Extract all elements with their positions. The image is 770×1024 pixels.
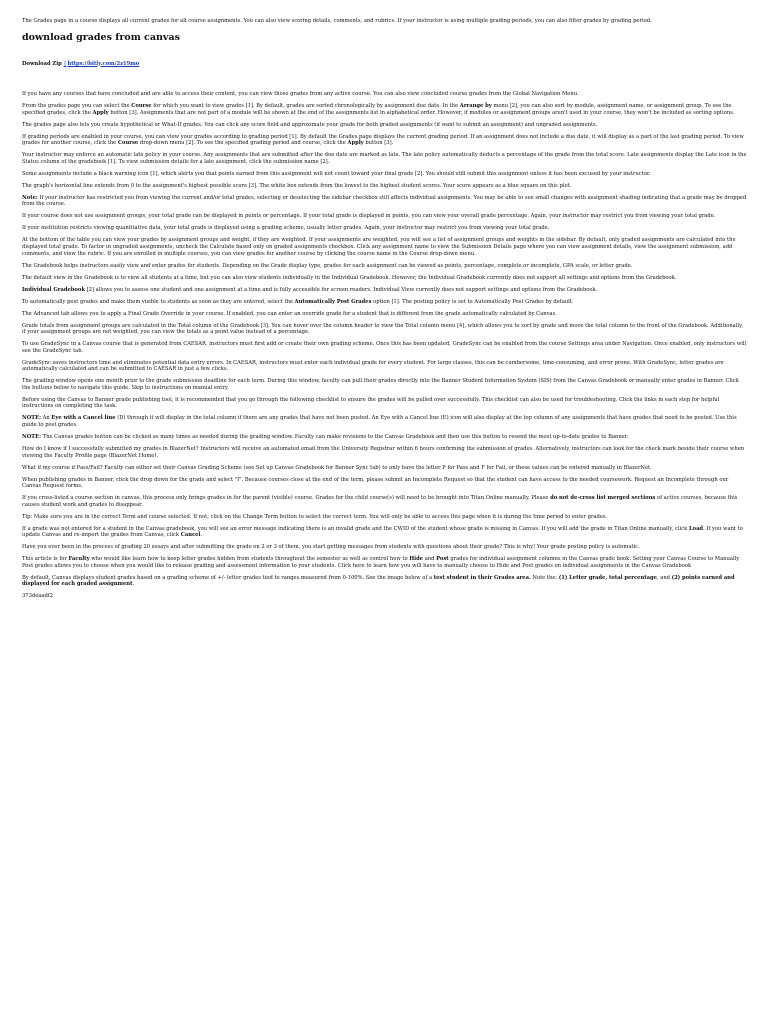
bold-text: Note: [22, 194, 38, 201]
body-paragraph [22, 446, 748, 459]
bold-text: NOTE: [22, 433, 41, 440]
paragraph-text: , and [656, 574, 672, 581]
bold-text: do not de-cross list merged sections [550, 495, 656, 502]
paragraph-text: What if my course if Pass/Fail? Faculty can either set their Canvas Grading Scheme (see Set up Canvas Gradebook for Banner Sync tab) to only have the letter P for Pass and F for Fail, or these values can be entered manually in BlazerNet. [22, 464, 652, 471]
body-paragraph [22, 477, 748, 490]
paragraph-text: The graph's horizontal line extends from 0 to the assignment's highest possible score [3]. The white box extends from the lowest to the highest student scores. Your score appears as a blue square on this plot. [22, 182, 572, 189]
bold-text: Hide [409, 556, 424, 563]
paragraph-text: When publishing grades in Banner, click the drop down for the grade and select "I". Because courses close at the end of the term, please submit an Incomplete Request so that the student can have access to the needed coursework. Request an Incomplete through our Canvas Request forms. [22, 476, 729, 490]
paragraph-text: At the bottom of the table you can view your grades by assignment groups and weight, if they are weighted. If your assignments are weighted, you will see a list of assignment groups and weights in the sidebar. By default, only graded assignments are calculated into the displayed total grade. To factor in ungraded assignments, uncheck the Calculate based only on graded assignments checkbox. Click any assignment name to view the Submission Details page where you can view assignment details, view the assignment submission, add comments, and view the rubric. If you are enrolled in multiple courses, you can view grades for another course by clicking the course name in the Course drop-down menu. [22, 237, 736, 257]
bold-text: NOTE: [22, 415, 41, 422]
paragraph-text: button [3]. Assignments that are not part of a module will be shown at the end of the assignments list in alphabetical order. However, if modules or assignment groups aren't used in your course, they won't be included as sorting options. [108, 109, 735, 116]
paragraph-text: drop-down menu [2]. To see the specified grading period and course, click the [138, 140, 348, 147]
paragraph-text: If grading periods are enabled in your course, you can view your grades according to grading period [1]. By default the Grades page displays the current grading period. If an assignment does not include a due date, it will display as a part of the last grading period. To view grades for another course, click the [22, 133, 744, 147]
body-paragraph [22, 134, 748, 147]
body-paragraph [22, 378, 748, 391]
body-paragraph [22, 341, 748, 354]
paragraph-text: This article is for [22, 556, 69, 563]
body-paragraph [22, 122, 748, 129]
body-paragraph [22, 544, 748, 551]
paragraph-text: The default view in the Gradebook is to view all students at a time, but you can also view students individually in the Individual Gradebook. However, the Individual Gradebook currently does not support all settings and options from the Gradebook. [22, 274, 677, 281]
body-paragraph [22, 225, 748, 232]
body-paragraph [22, 103, 748, 116]
paragraph-text: The Canvas grades button can be clicked as many times as needed during the grading window. Faculty can make revisions to the Canvas Gradebook and then use this button to resend the most up-to-date grades to Banner. [41, 433, 629, 440]
bold-text: Individual Gradebook [22, 286, 85, 293]
body-paragraph [22, 263, 748, 270]
body-paragraph [22, 275, 748, 282]
body-paragraph [22, 465, 748, 472]
paragraph-text: for which you want to view grades [1]. By default, grades are sorted chronologically by assignment due date. In the [151, 103, 460, 110]
body-paragraph [22, 514, 748, 521]
bold-text: test student in their Grades area. [433, 574, 531, 581]
paragraph-text: . [132, 581, 135, 588]
body-paragraph [22, 183, 748, 190]
paragraph-text: The grading window opens one month prior to the grade submission deadline for each term. During this window, faculty can pull their grades directly into the Banner Student Information System (SIS) from the Canvas Gradebook or manually enter grades in Banner. Click the buttons below to navigate this guide. Skip to instructions on manual entry. [22, 378, 739, 391]
download-link-text: https://bitly.com/2z19mo [67, 60, 140, 67]
body-paragraph [22, 287, 748, 294]
bold-text: (1) Letter grade, total percentage [558, 574, 657, 581]
download-label: Download Zip [22, 60, 62, 67]
paragraph-text: button [3]. [363, 140, 394, 147]
paragraph-text: grades for individual assignment columns in the Canvas grade book. Setting your Canvas Course to Manually Post grades allows you to choose when you would like to release grading and assessment information to your students. Click here to learn how you will have to manually choose to Hide and Post grades on individual assignments in the Canvas Gradebook [22, 556, 740, 569]
bold-text: Course [117, 140, 139, 147]
body-paragraph [22, 311, 748, 318]
paragraph-text: Note the: [530, 574, 559, 581]
paragraph-text: By default, Canvas displays student grades based on a grading scheme of +/- letter grades tied to ranges measured from 0-100%. See the image below of a [22, 574, 434, 581]
body-paragraph [22, 213, 748, 220]
paragraph-text: (D) through it will display in the total column if there are any grades that have not been posted. An Eye with a Cancel line (E) icon will also display at the top column of any assignments that have grades that need to be posted. Use this guide to post grades. [22, 415, 737, 428]
download-link[interactable] [64, 61, 140, 67]
paragraph-text: option [1]. The posting policy is set to Automatically Post Grades by default. [371, 298, 574, 305]
paragraph-text: From the grades page you can select the [22, 103, 132, 110]
paragraph-text: The grades page also lets you create hypothetical or What-If grades. You can click any score field and approximate your grade for both graded assignments (if want to submit an assignment) and ungraded assignments. [22, 121, 598, 128]
bold-text: (2) points earned and displayed for each graded assignment [22, 574, 735, 588]
paragraph-text: Grade totals from assignment groups are calculated in the Total column of the Gradebook [3]. You can hover over the column header to view the Total column menu [4], which allows you to sort by grade and move the total column to the front of the Gradebook. Additionally, if your assignment groups are not weighted, you can view the totals as a point value instead of a percentage. [22, 322, 743, 336]
bold-text: Course [131, 103, 152, 110]
paragraph-text: To use GradeSync in a Canvas course that is generated from CAESAR, instructors must first add or create their own grading scheme. Once this has been updated, GradeSync can be enabled from the course Settings area under Navigation. Once enabled, only instructors will see the GradeSync tab. [22, 341, 747, 354]
footer-code: 373deaadf2 [22, 593, 54, 600]
paragraph-text: If your institution restricts viewing quantitative data, your total grade is displayed using a grading scheme, usually letter grades. Again, your instructor may restrict you from viewing your total grade. [22, 225, 550, 232]
bold-text: Eye with a Cancel line [51, 415, 116, 422]
body-paragraph [22, 171, 748, 178]
body-paragraph [22, 299, 748, 306]
paragraph-text: If you cross-listed a course section in canvas, this process only brings grades in for the parent (visible) course. Grades for the child course(s) will need to be brought into Titan Online manually. Please [22, 495, 551, 502]
paragraph-text: Before using the Canvas to Banner grade publishing tool, it is recommended that you go through the following checklist to ensure the grades will be pulled over successfully. This checklist can also be used for troubleshooting. Click the links in each step for helpful instructions on completing the task. [22, 396, 720, 410]
paragraph-text: The Gradebook helps instructors easily view and enter grades for students. Depending on the Grade display type, grades for each assignment can be viewed as points, percentage, complete or incomplete, GPA scale, or letter grade. [22, 262, 633, 269]
paragraph-text: Some assignments include a black warning icon [1], which alerts you that points earned from this assignment will not count toward your final grade [2]. You should still submit this assignment unless it has been excused by your instructor. [22, 170, 651, 177]
paragraph-text: The Advanced tab allows you to apply a Final Grade Override in your course. If enabled, you can enter an override grade for a student that is different from the grade automatically calculated by Canvas. [22, 310, 557, 317]
body-paragraph [22, 360, 748, 373]
body-paragraph [22, 195, 748, 208]
body-paragraph [22, 152, 748, 165]
body-paragraph [22, 495, 748, 508]
article-body [22, 91, 748, 588]
paragraph-text: who would like learn how to keep letter grades hidden from students throughout the semester as well as control how to [89, 556, 410, 563]
body-paragraph [22, 526, 748, 539]
paragraph-text: How do I know if I successfully submitted my grades in BlazerNet? Instructors will receive an automated email from the University Registrar within 6 hours confirming the submission of grades. Alternatively, instructors can look for the check mark beside their course when viewing the Faculty Profile page (BlazerNet Home). [22, 445, 745, 459]
body-paragraph [22, 415, 748, 428]
intro-paragraph: The Grades page in a course displays all current grades for all course assignments. You can also view scoring details, comments, and rubrics. If your instructor is using multiple grading periods, you can also filter grades by grading period. [22, 18, 652, 24]
bold-text: Cancel [180, 532, 201, 539]
download-line [22, 61, 748, 68]
paragraph-text: If your instructor has restricted you from viewing the current and/or total grades, selecting or deselecting the sidebar checkbox still affects individual assignments. You may be able to see small changes with assignment shading indicating that a grade may be dropped from the course. [22, 194, 747, 208]
paragraph-text: GradeSync saves instructors time and eliminates potential data entry errors. In CAESAR, instructors must enter each individual grade for every student. For large classes, this can be cumbersome, time-consuming, and error prone. With GradeSync, letter grades are automatically calculated and can be submitted to CAESAR in just a few clicks. [22, 359, 724, 373]
body-paragraph [22, 434, 748, 441]
bold-text: Apply [92, 109, 109, 116]
page-title: download grades from canvas [22, 31, 180, 43]
paragraph-text: Have you ever been in the process of grading 20 essays and after submitting the grade on 2 or 3 of them, you start getting messages from students with questions about their grade? This is why! Your grade posting policy is automatic. [22, 544, 640, 551]
bold-text: Apply [347, 140, 364, 147]
paragraph-text: Tip: Make sure you are in the correct Term and course selected. If not, click on the Change Term button to select the correct term. You will only be able to access this page when it is during the time period to enter grades. [22, 513, 608, 520]
link-icon: ▯ [63, 60, 67, 67]
body-paragraph [22, 91, 748, 98]
paragraph-text: . If you want to update Canvas and re-import the grades from Canvas, click [22, 525, 743, 539]
paragraph-text: Your instructor may enforce an automatic late policy in your course. Any assignments that are submitted after the due date are marked as late. The late policy automatically deducts a percentage of the grade from the total score. Late assignments display the Late icon in the Status column of the gradebook [1]. To view submission details for a late assignment, click the submission name [2]. [22, 152, 747, 165]
paragraph-text: and [423, 556, 437, 563]
paragraph-text: [2] allows you to assess one student and one assignment at a time and is fully accessible for screen readers. Individual View currently does not support settings and options from the Gradebook. [84, 286, 598, 293]
body-paragraph [22, 575, 748, 588]
bold-text: Load [688, 525, 704, 532]
paragraph-text: If you have any courses that have concluded and are able to access their content, you can view those grades from any active course. You can also view concluded course grades from the Global Navigation Menu. [22, 91, 579, 98]
bold-text: Arrange by [459, 103, 492, 110]
bold-text: Faculty [68, 556, 90, 563]
paragraph-text: If your course does not use assignment groups, your total grade can be displayed in points or percentage. If your total grade is displayed in points, you can view your overall grade percentage. Again, your instructor may restrict you from viewing your total grade. [22, 213, 716, 220]
body-paragraph [22, 397, 748, 410]
body-paragraph [22, 237, 748, 257]
paragraph-text: . [200, 532, 203, 539]
paragraph-text: If a grade was not entered for a student in the Canvas gradebook, you will see an error message indicating there is an invalid grade and the CWID of the student whose grade is missing in Canvas. If you will add the grade in Titan Online manually, click [22, 525, 689, 532]
paragraph-text: An [41, 415, 52, 422]
paragraph-text: To automatically post grades and make them visible to students as soon as they are entered, select the [22, 298, 295, 305]
bold-text: Post [436, 556, 449, 563]
bold-text: Automatically Post Grades [294, 298, 372, 305]
paragraph-text: of active courses, because this causes student work and grades to disappear. [22, 495, 738, 508]
paragraph-text: menu [2], you can also sort by module, assignment name, or assignment group. To see the specified grades, click the [22, 103, 732, 116]
body-paragraph [22, 556, 748, 569]
body-paragraph [22, 323, 748, 336]
